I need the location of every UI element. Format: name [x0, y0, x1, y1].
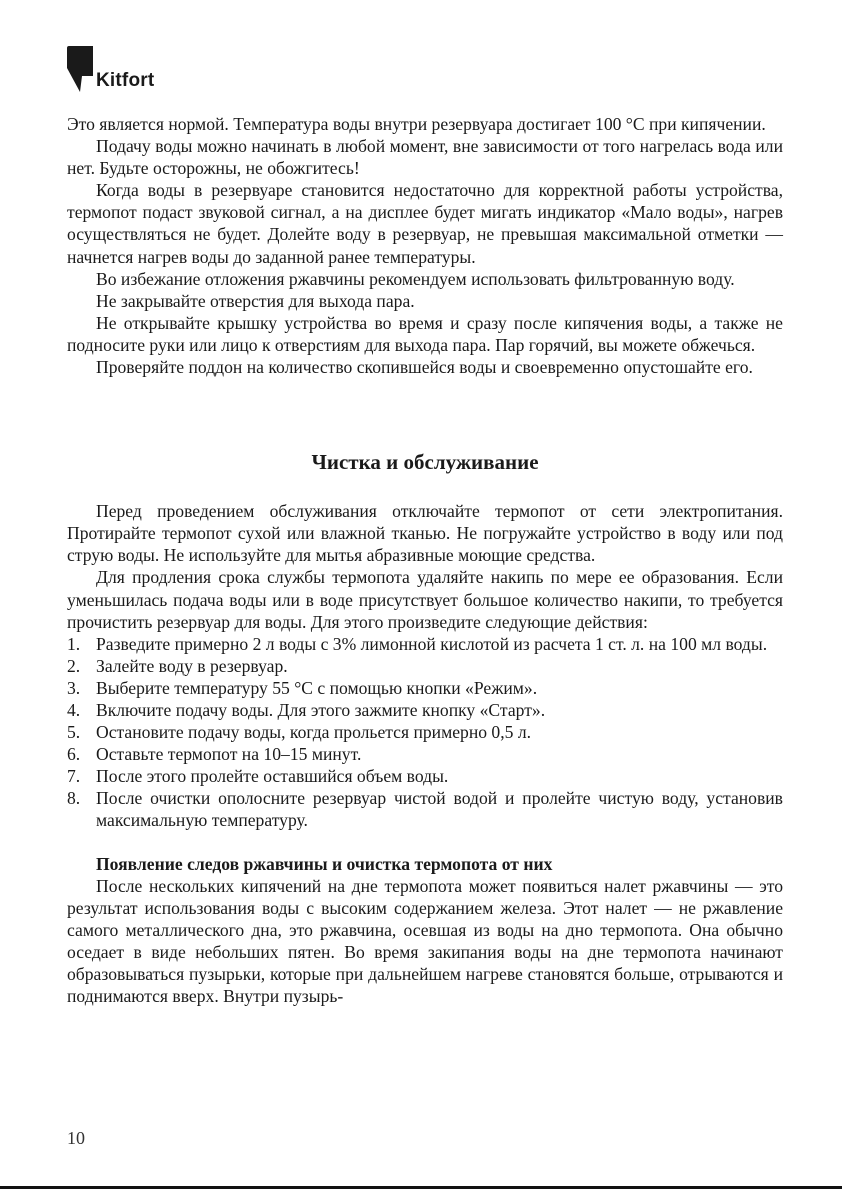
step-text: Разведите примерно 2 л воды с 3% лимонной кислотой из расчета 1 ст. л. на 100 мл воды.	[96, 633, 768, 654]
step-number: 3.	[67, 677, 81, 698]
step-text: Залейте воду в резервуар.	[96, 655, 288, 676]
intro-paragraph: Когда воды в резервуаре становится недостаточно для корректной работы устройства, термопот подаст звуковой сигнал, а на дисплее будет мигать индикатор «Мало воды», нагрев осуществляться не будет. Долейте воду в резервуар, не превышая максимальной отметки — начнется нагрев воды до заданной ранее температуры.	[67, 180, 783, 267]
section-paragraph: Перед проведением обслуживания отключайте термопот от сети электропитания. Протирайте термопот сухой или влажной тканью. Не погружайте устройство в воду или под струю воды. Не используйте для мытья абразивные моющие средства.	[67, 501, 783, 566]
step-text: Выберите температуру 55 °C с помощью кнопки «Режим».	[96, 677, 538, 698]
intro-paragraph: Проверяйте поддон на количество скопившейся воды и своевременно опустошайте его.	[96, 357, 753, 378]
step-text: Включите подачу воды. Для этого зажмите кнопку «Старт».	[96, 699, 546, 720]
step-number: 2.	[67, 655, 81, 676]
subheading: Появление следов ржавчины и очистка термопота от них	[96, 853, 553, 874]
list-item	[67, 677, 783, 699]
step-text: Остановите подачу воды, когда прольется примерно 0,5 л.	[96, 722, 531, 743]
kitfort-logo-icon	[67, 46, 93, 92]
page-number: 10	[67, 1128, 85, 1148]
intro-paragraph: Во избежание отложения ржавчины рекомендуем использовать фильтрованную воду.	[96, 268, 735, 289]
brand-name: Kitfort	[96, 70, 155, 91]
step-text: Оставьте термопот на 10–15 минут.	[96, 744, 362, 765]
intro-paragraph: Подачу воды можно начинать в любой момент, вне зависимости от того нагрелась вода или нет. Будьте осторожны, не обожгитесь!	[67, 136, 783, 179]
step-number: 8.	[67, 788, 81, 809]
list-item	[67, 787, 783, 831]
list-item	[67, 743, 783, 765]
list-item	[67, 721, 783, 743]
cleaning-steps-list	[67, 633, 783, 832]
step-text: После очистки ополосните резервуар чистой водой и пролейте чистую воду, установив максимальную температуру.	[96, 788, 783, 831]
section-paragraph: Для продления срока службы термопота удаляйте накипь по мере ее образования. Если уменьшилась подача воды или в воде присутствует большое количество накипи, то требуется прочистить резервуар для воды. Для этого произведите следующие действия:	[67, 567, 783, 632]
list-item	[67, 633, 783, 655]
step-text: После этого пролейте оставшийся объем воды.	[96, 766, 449, 787]
list-item	[67, 655, 783, 677]
intro-paragraph: Не закрывайте отверстия для выхода пара.	[96, 290, 415, 311]
step-number: 5.	[67, 722, 81, 743]
step-number: 7.	[67, 766, 81, 787]
intro-paragraph: Не открывайте крышку устройства во время и сразу после кипячения воды, а также не подносите руки или лицо к отверстиям для выхода пара. Пар горячий, вы можете обжечься.	[67, 312, 783, 355]
step-number: 1.	[67, 633, 81, 654]
rust-paragraph: После нескольких кипячений на дне термопота может появиться налет ржавчины — это результат использования воды с высоким содержанием железа. Этот налет — не ржавление самого металлического дна, это ржавчина, осевшая из воды на дно термопота. Она обычно оседает в виде небольших пятен. Во время закипания воды на дне термопота начинают образовываться пузырьки, которые при дальнейшем нагреве становятся больше, отрываются и поднимаются вверх. Внутри пузырь-	[67, 875, 783, 1007]
section-title: Чистка и обслуживание	[311, 450, 539, 475]
step-number: 6.	[67, 744, 81, 765]
step-number: 4.	[67, 699, 81, 720]
page-content	[67, 113, 783, 1007]
intro-paragraph: Это является нормой. Температура воды внутри резервуара достигает 100 °C при кипячении.	[67, 114, 766, 134]
list-item	[67, 699, 783, 721]
list-item	[67, 765, 783, 787]
brand-logo	[67, 44, 154, 92]
